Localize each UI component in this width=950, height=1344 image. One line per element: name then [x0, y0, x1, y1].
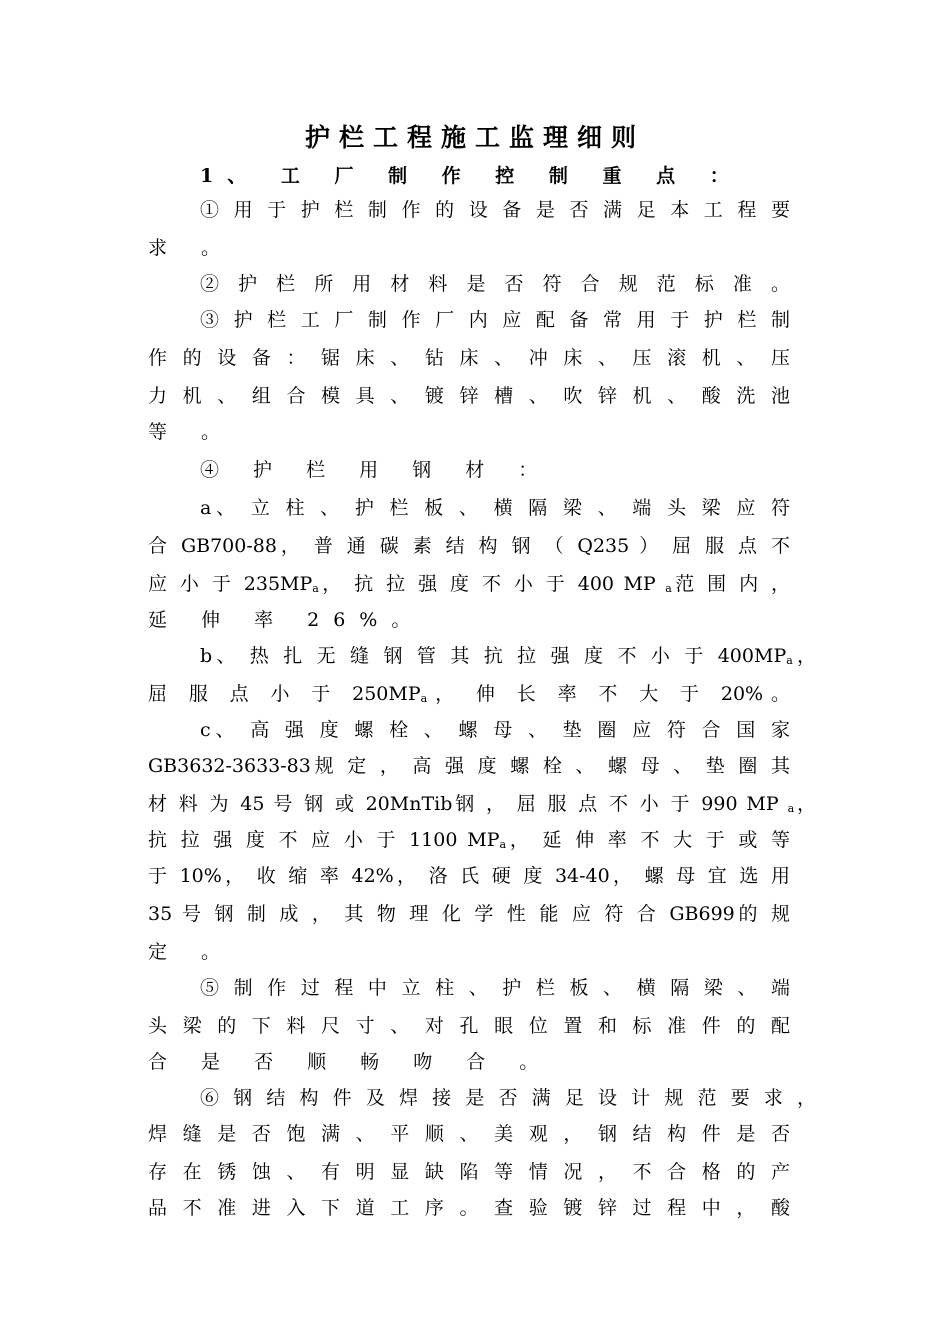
text-segment: 应 小 于 235MP: [148, 573, 313, 595]
text-segment: 材 料 为 45 号 钢 或 20MnTib钢 ， 屈 服 点 不 小 于 990 MP: [148, 793, 788, 815]
text-line: [148, 570, 790, 598]
text-segment: ， 抗 拉 强 度 不 小 于 400 MP: [318, 573, 666, 595]
text-line: 求 。: [148, 237, 235, 259]
text-line: c、 高 强 度 螺 栓 、 螺 母 、 垫 圈 应 符 合 国 家: [200, 719, 790, 741]
text-line: 作 的 设 备 ： 锯 床 、 钻 床 、 冲 床 、 压 滚 机 、 压: [148, 347, 790, 369]
text-line: 力 机 、 组 合 模 具 、 镀 锌 槽 、 吹 锌 机 、 酸 洗 池: [148, 385, 790, 407]
unit-subscript: a: [786, 654, 793, 667]
text-line: 等 。: [148, 421, 235, 443]
unit-subscript: a: [312, 582, 319, 595]
text-line: ⑥ 钢 结 构 件 及 焊 接 是 否 满 足 设 计 规 范 要 求 ，: [200, 1087, 816, 1109]
text-line: 焊 缝 是 否 饱 满 、 平 顺 、 美 观 ， 钢 结 构 件 是 否: [148, 1123, 790, 1145]
text-line: ③ 护 栏 工 厂 制 作 厂 内 应 配 备 常 用 于 护 栏 制: [200, 309, 790, 331]
section-heading: 1、 工 厂 制 作 控 制 重 点 ：: [200, 165, 743, 187]
text-segment: 范 围 内 ，: [671, 573, 790, 595]
text-line: 延 伸 率 26%。: [148, 609, 425, 631]
text-line: 头 梁 的 下 料 尺 寸 、 对 孔 眼 位 置 和 标 准 件 的 配: [148, 1015, 790, 1037]
text-line: 品 不 准 进 入 下 道 工 序 。 查 验 镀 锌 过 程 中 ， 酸: [148, 1197, 790, 1219]
text-line: 35 号 钢 制 成 ， 其 物 理 化 学 性 能 应 符 合 GB699的 规: [148, 903, 790, 925]
text-segment: ，: [794, 793, 816, 815]
text-segment: 屈 服 点 小 于 250MP: [148, 683, 421, 705]
text-line: a、 立 柱 、 护 栏 板 、 横 隔 梁 、 端 头 梁 应 符: [200, 497, 790, 519]
text-segment: b、 热 扎 无 缝 钢 管 其 抗 拉 强 度 不 小 于 400MP: [200, 645, 787, 667]
text-line: ④ 护 栏 用 钢 材 ：: [200, 459, 552, 481]
text-line: [148, 790, 816, 818]
text-line: 定 。: [148, 941, 235, 963]
text-line: [148, 826, 790, 854]
text-segment: 抗 拉 强 度 不 应 小 于 1100 MP: [148, 829, 500, 851]
text-segment: ， 延 伸 率 不 大 于 或 等: [506, 829, 790, 851]
text-line: 合 GB700-88， 普 通 碳 素 结 构 钢 （ Q235 ） 屈 服 点 不: [148, 535, 790, 557]
document-title: 护栏工程施工监理细则: [304, 123, 645, 152]
text-line: [200, 642, 816, 670]
text-line: 合 是 否 顺 畅 吻 合 。: [148, 1051, 553, 1073]
text-line: ② 护 栏 所 用 材 料 是 否 符 合 规 范 标 准 。: [200, 273, 790, 295]
text-segment: ， 伸 长 率 不 大 于 20%。: [427, 683, 790, 705]
text-line: GB3632-3633-83规 定 ， 高 强 度 螺 栓 、 螺 母 、 垫 圈 其: [148, 755, 790, 777]
text-line: 存 在 锈 蚀 、 有 明 显 缺 陷 等 情 况 ， 不 合 格 的 产: [148, 1161, 790, 1183]
text-line: [148, 680, 790, 708]
unit-subscript: a: [665, 582, 672, 595]
text-segment: ，: [792, 645, 816, 667]
text-line: 于 10%， 收 缩 率 42%， 洛 氏 硬 度 34-40， 螺 母 宜 选 用: [148, 865, 790, 887]
unit-subscript: a: [420, 692, 428, 705]
unit-subscript: a: [787, 802, 795, 815]
unit-subscript: a: [499, 838, 507, 851]
text-line: ① 用 于 护 栏 制 作 的 设 备 是 否 满 足 本 工 程 要: [200, 199, 790, 221]
text-line: ⑤ 制 作 过 程 中 立 柱 、 护 栏 板 、 横 隔 梁 、 端: [200, 977, 790, 999]
